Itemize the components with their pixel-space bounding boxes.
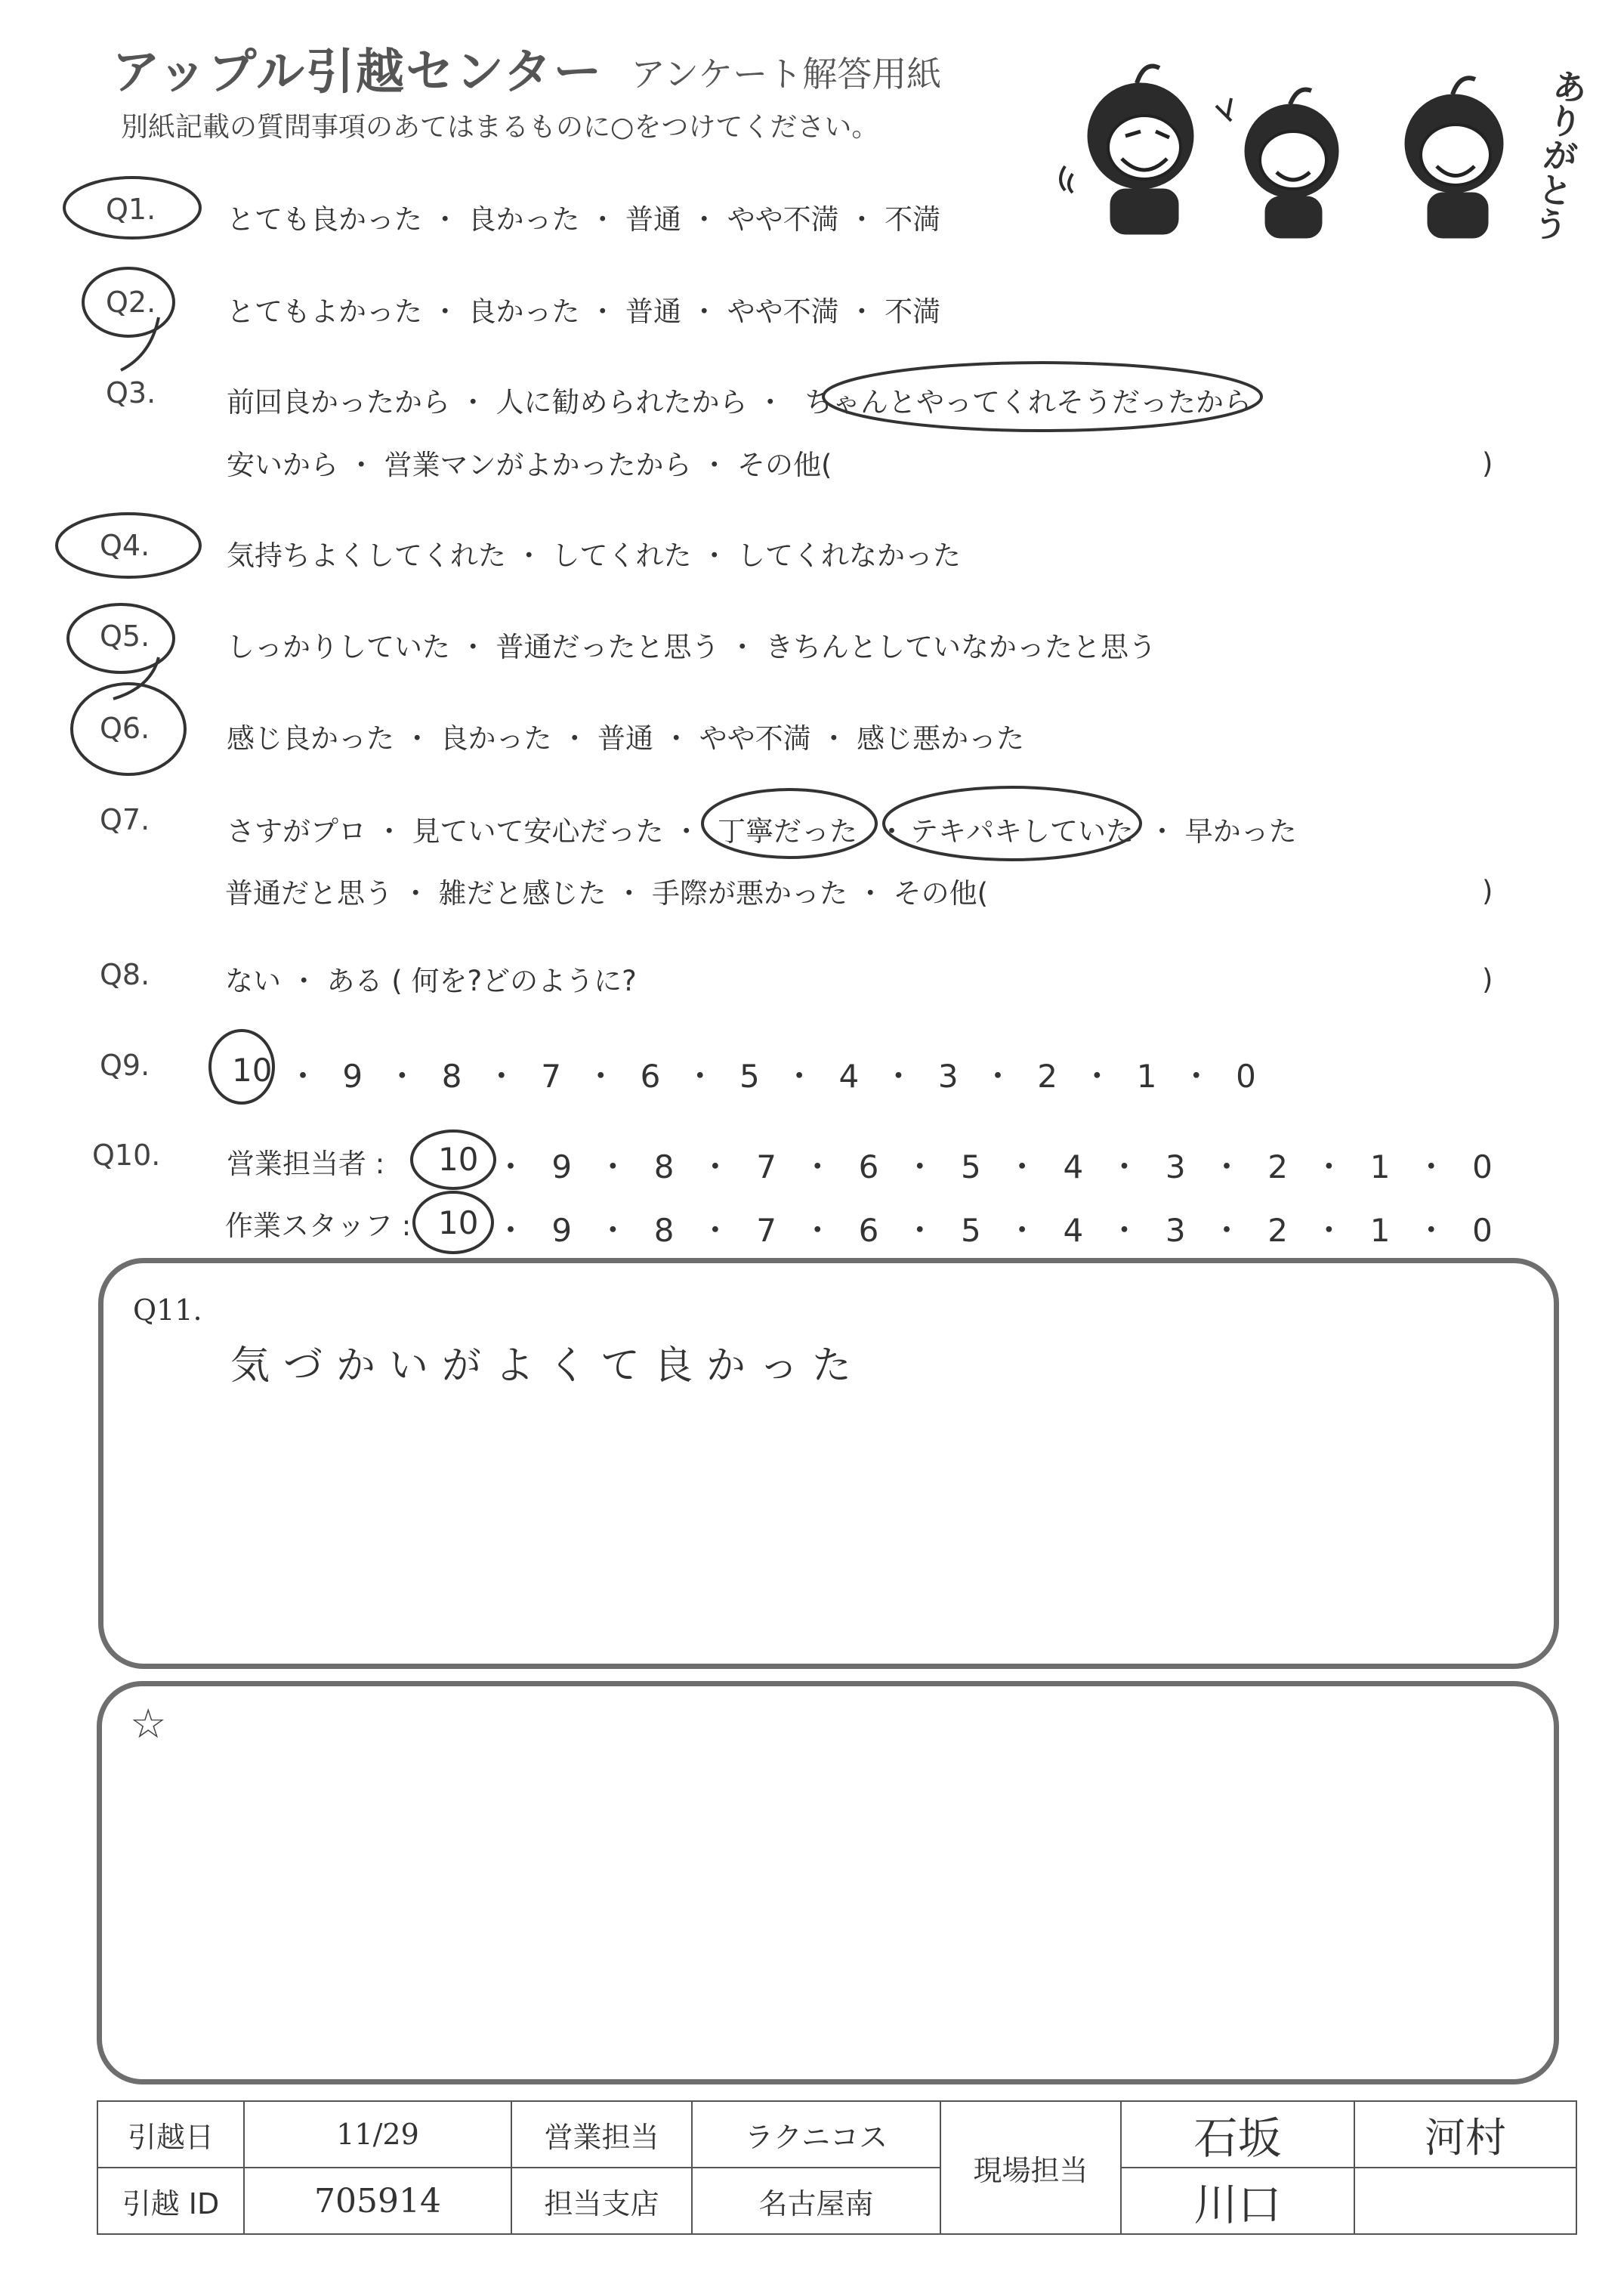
q3-circle-mark: [823, 363, 1261, 431]
form-subtitle: アンケート解答用紙: [631, 54, 942, 94]
branch-label: 担当支店: [511, 2168, 692, 2234]
q5-label: Q5.: [100, 620, 150, 653]
q1-label: Q1.: [106, 193, 156, 226]
q3-close-paren: ): [1482, 447, 1493, 480]
q10-sales-label: 営業担当者 :: [227, 1148, 385, 1180]
q7-options-b: 丁寧だった: [718, 815, 857, 848]
q10-sales-circle-mark: [412, 1131, 495, 1188]
q2-circle-tail: [121, 317, 159, 370]
q10-sales-score-10: 10: [438, 1141, 479, 1178]
q2-circle-mark: [83, 268, 174, 336]
q2-options: とてもよかった ・ 良かった ・ 普通 ・ やや不満 ・ 不満: [227, 295, 941, 328]
q2-label: Q2.: [106, 286, 156, 319]
q7-speedy-circle-mark: [884, 787, 1141, 860]
q1-options: とても良かった ・ 良かった ・ 普通 ・ やや不満 ・ 不満: [227, 203, 941, 236]
q4-options: 気持ちよくしてくれた ・ してくれた ・ してくれなかった: [227, 539, 962, 572]
q10-staff-score-rest: ・ 9 ・ 8 ・ 7 ・ 6 ・ 5 ・ 4 ・ 3 ・ 2 ・ 1 ・ 0: [495, 1212, 1493, 1249]
q9-score-rest: ・ 9 ・ 8 ・ 7 ・ 6 ・ 5 ・ 4 ・ 3 ・ 2 ・ 1 ・ 0: [287, 1058, 1256, 1095]
q10-staff-circle-mark: [414, 1192, 492, 1253]
q4-label: Q4.: [100, 529, 150, 562]
q5-circle-tail: [113, 657, 159, 699]
move-date-label: 引越日: [97, 2101, 244, 2168]
move-date-value: 11/29: [244, 2101, 511, 2168]
q10-staff-score-10: 10: [438, 1204, 479, 1241]
q3-options-line2: 安いから ・ 営業マンがよかったから ・ その他(: [227, 449, 832, 481]
q6-label: Q6.: [100, 712, 150, 745]
q7-close-paren: ): [1482, 875, 1493, 907]
q7-options-a: さすがプロ ・ 見ていて安心だった ・: [227, 815, 701, 848]
q10-sales-score-rest: ・ 9 ・ 8 ・ 7 ・ 6 ・ 5 ・ 4 ・ 3 ・ 2 ・ 1 ・ 0: [495, 1148, 1493, 1185]
q8-label: Q8.: [100, 958, 150, 991]
q11-label: Q11.: [133, 1293, 202, 1327]
site-label: 現場担当: [940, 2101, 1121, 2234]
q3-options-b: ちゃんとやってくれそうだったから: [804, 386, 1252, 419]
branch-value: 名古屋南: [692, 2168, 940, 2234]
q3-label: Q3.: [106, 376, 156, 409]
q8-options: ない ・ ある ( 何を?どのように?: [225, 965, 637, 997]
move-id-value: 705914: [244, 2168, 511, 2234]
site-staff-3: 川口: [1121, 2168, 1354, 2234]
q11-answer-handwriting: 気づかいがよくて良かった: [230, 1343, 866, 1389]
move-id-label: 引越 ID: [97, 2168, 244, 2234]
q6-options: 感じ良かった ・ 良かった ・ 普通 ・ やや不満 ・ 感じ悪かった: [227, 722, 1025, 755]
q7-options-c: ・: [878, 815, 906, 848]
q7-options-line2: 普通だと思う ・ 雑だと感じた ・ 手際が悪かった ・ その他(: [225, 877, 989, 910]
q1-circle-mark: [64, 178, 200, 238]
q7-label: Q7.: [100, 803, 150, 836]
q9-circle-mark: [210, 1031, 273, 1103]
company-title: アップル引越センター: [112, 45, 604, 100]
q3-options-a: 前回良かったから ・ 人に勧められたから ・: [227, 386, 785, 419]
q5-options: しっかりしていた ・ 普通だったと思う ・ きちんとしていなかったと思う: [227, 631, 1157, 663]
q6-circle-mark: [72, 684, 185, 774]
q7-options-d: テキパキしていた: [910, 815, 1134, 848]
site-staff-2: 河村: [1354, 2101, 1576, 2168]
q9-score-10: 10: [232, 1052, 273, 1089]
q10-staff-label: 作業スタッフ :: [225, 1210, 412, 1242]
sales-value: ラクニコス: [692, 2101, 940, 2168]
q10-label: Q10.: [92, 1139, 161, 1172]
q9-label: Q9.: [100, 1049, 150, 1082]
q7-options-e: ・ 早かった: [1148, 815, 1297, 848]
q7-polite-circle-mark: [702, 790, 876, 858]
thanks-text: ありがとう: [1526, 66, 1591, 244]
q4-circle-mark: [57, 514, 200, 577]
star-label: ☆: [130, 1700, 167, 1748]
site-staff-1: 石坂: [1121, 2101, 1354, 2168]
q8-close-paren: ): [1482, 963, 1493, 996]
sales-label: 営業担当: [511, 2101, 692, 2168]
instruction-text: 別紙記載の質問事項のあてはまるものに○をつけてください。: [121, 112, 879, 143]
